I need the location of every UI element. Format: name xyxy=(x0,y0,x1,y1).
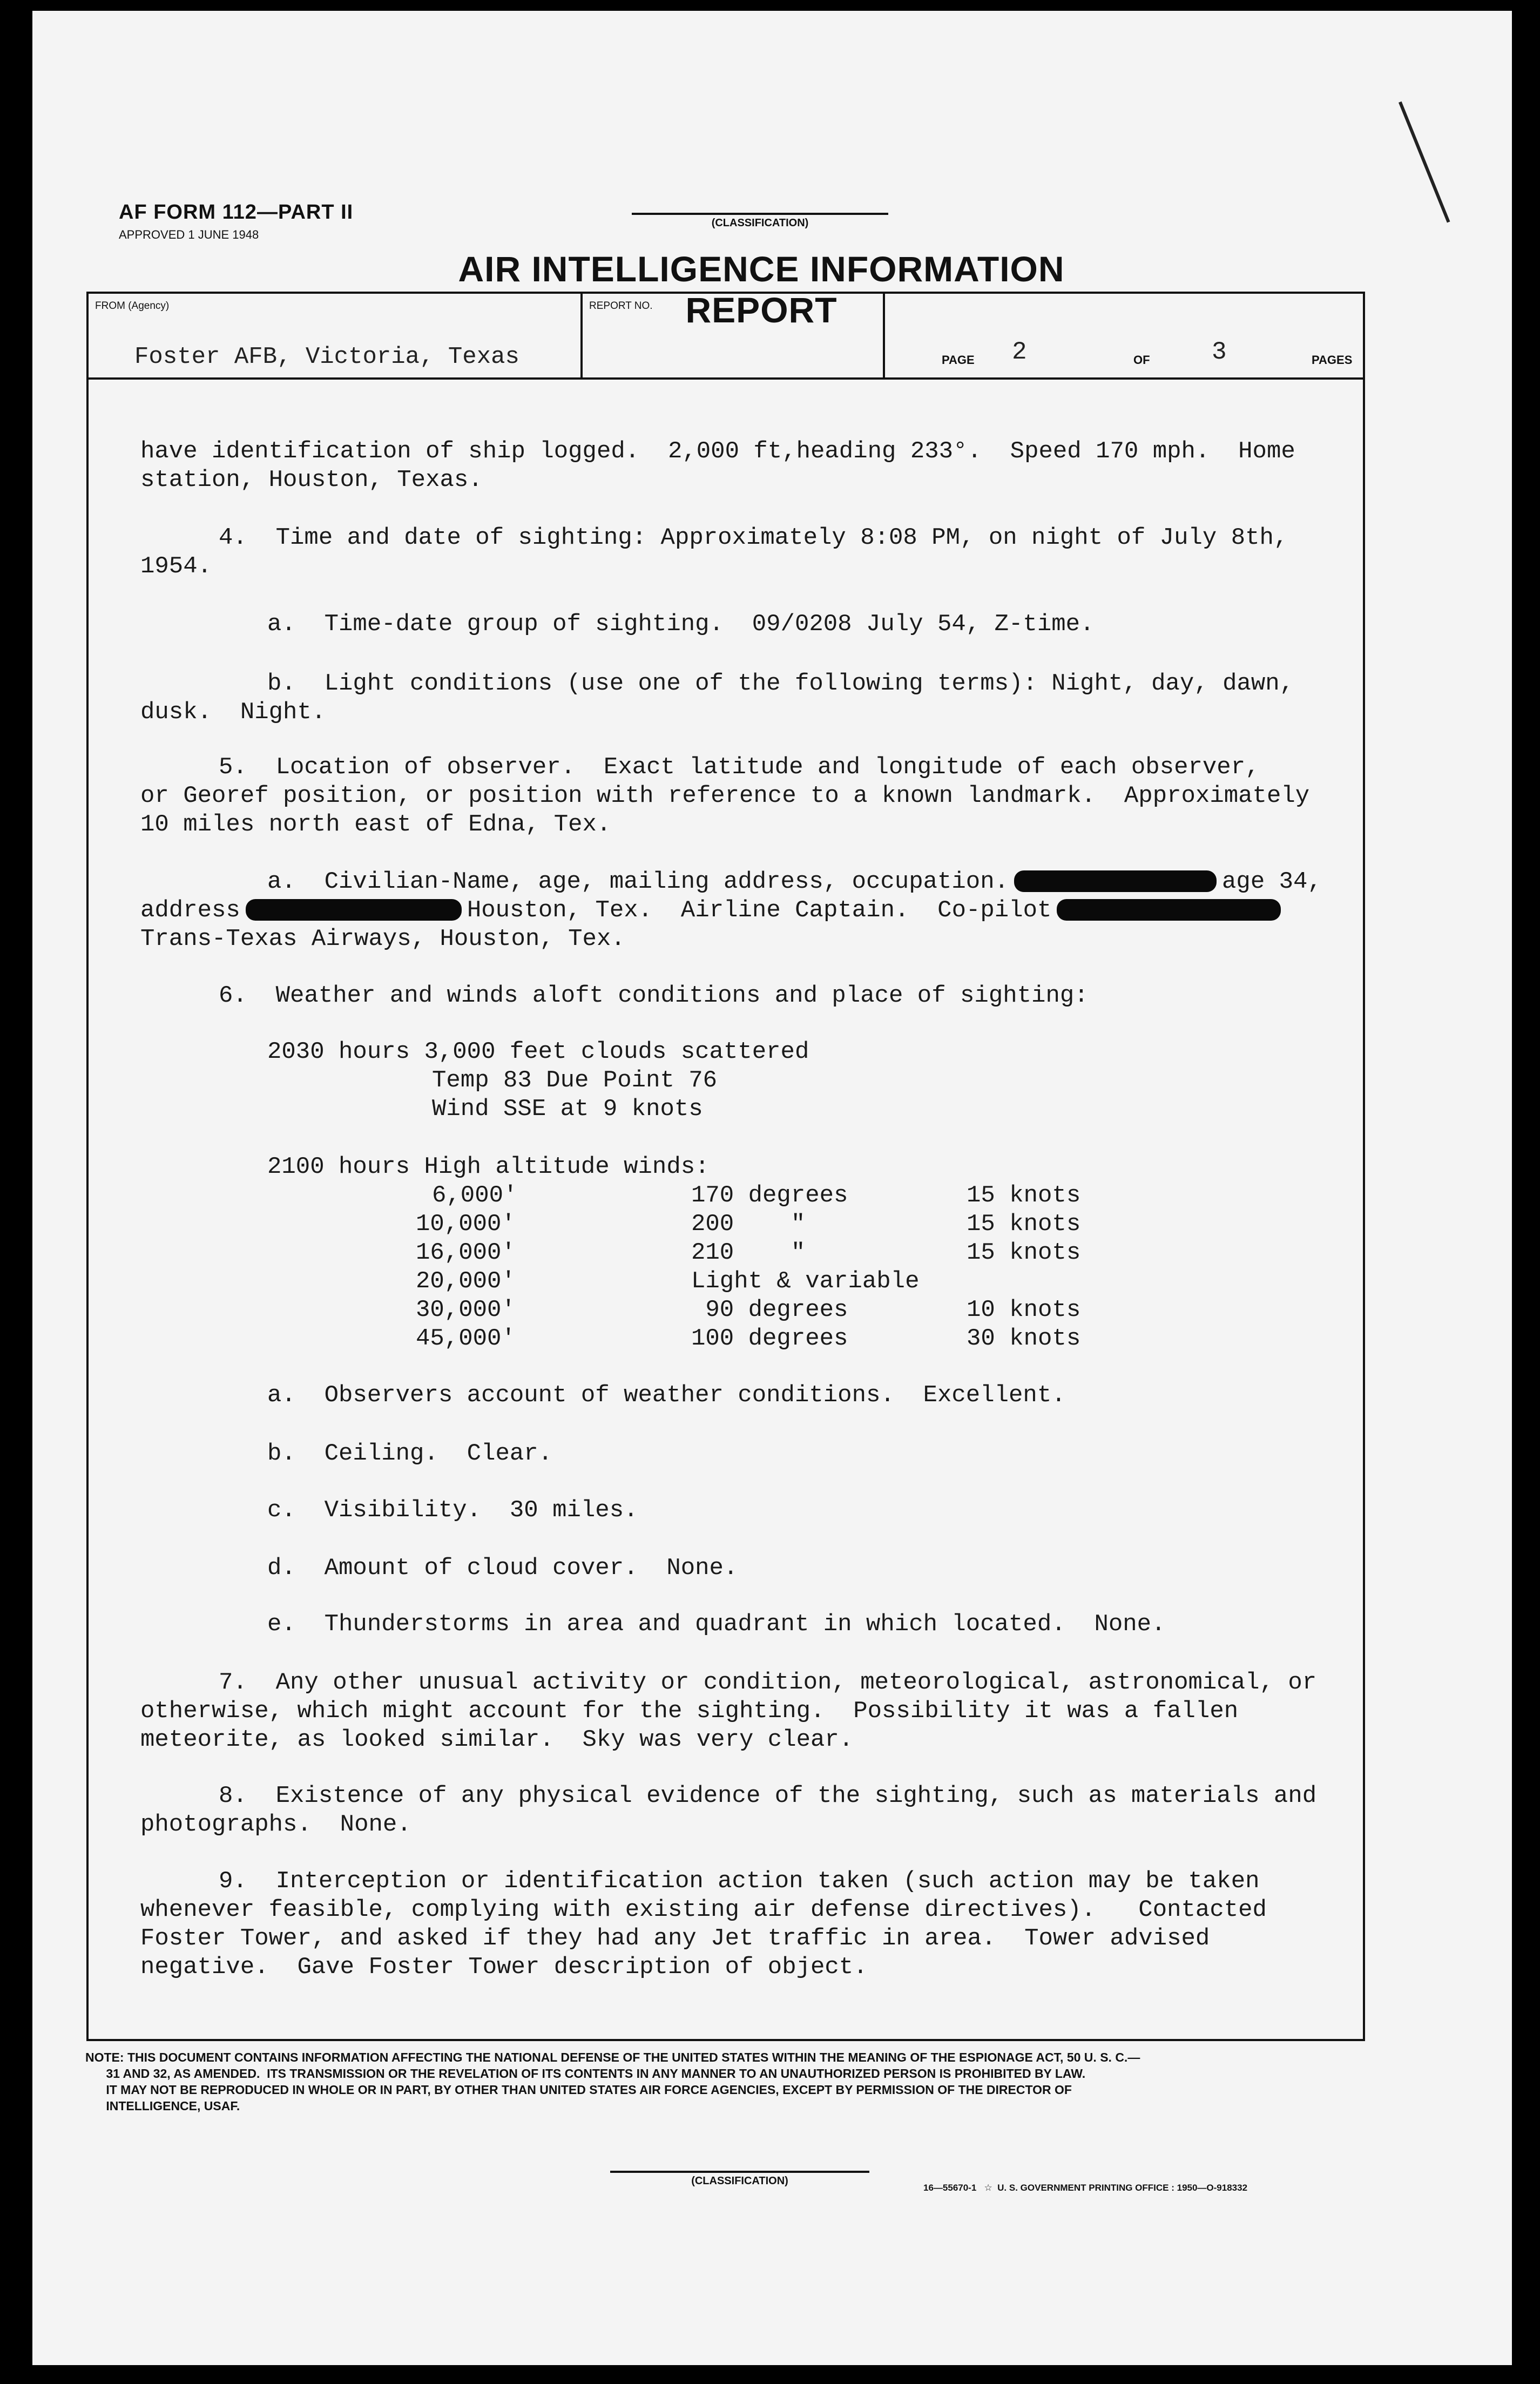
page-label: PAGE xyxy=(942,353,975,367)
p4-line2: 1954. xyxy=(140,553,212,580)
p6b-line: b. Ceiling. Clear. xyxy=(267,1440,553,1467)
p9-line1: 9. Interception or identification action taken (such action may be taken xyxy=(219,1868,1260,1895)
redaction-address xyxy=(246,899,462,921)
p7-line2: otherwise, which might account for the sighting. Possibility it was a fallen xyxy=(140,1698,1239,1725)
p8-line2: photographs. None. xyxy=(140,1811,411,1838)
from-label: FROM (Agency) xyxy=(95,300,170,312)
classification-line-bottom xyxy=(610,2171,869,2173)
p4b-line2: dusk. Night. xyxy=(140,699,326,726)
p7-line1: 7. Any other unusual activity or condition, meteorological, astronomical, or xyxy=(219,1669,1317,1696)
wind-speed: 15 knots xyxy=(967,1239,1081,1266)
p5a-line3: Trans-Texas Airways, Houston, Tex. xyxy=(140,926,625,953)
security-note-line2: 31 AND 32, AS AMENDED. ITS TRANSMISSION OR THE REVELATION OF ITS CONTENTS IN ANY MANNER TO AN UNAUTHORIZED PERSON IS PROHIBITED BY LAW. xyxy=(85,2066,1086,2081)
wind-altitude: 45,000' xyxy=(416,1325,516,1352)
form-approved-date: APPROVED 1 JUNE 1948 xyxy=(119,228,259,241)
p7-line3: meteorite, as looked similar. Sky was very clear. xyxy=(140,1726,854,1753)
p9-line2: whenever feasible, complying with existing air defense directives). Contacted xyxy=(140,1896,1267,1923)
p6e-line: e. Thunderstorms in area and quadrant in which located. None. xyxy=(267,1611,1166,1638)
p5a-line1 xyxy=(140,868,1322,896)
wind-speed: 15 knots xyxy=(967,1211,1081,1238)
printing-office-imprint: 16—55670-1 ☆ U. S. GOVERNMENT PRINTING OFFICE : 1950—O-918332 xyxy=(923,2183,1248,2193)
p4a-line: a. Time-date group of sighting. 09/0208 July 54, Z-time. xyxy=(267,611,1095,638)
p1-line2: station, Houston, Texas. xyxy=(140,467,483,494)
wind-direction: 210 " xyxy=(691,1239,806,1266)
winds-header: 2100 hours High altitude winds: xyxy=(267,1153,710,1180)
p9-line3: Foster Tower, and asked if they had any Jet traffic in area. Tower advised xyxy=(140,1925,1210,1952)
report-no-cell xyxy=(583,294,885,377)
wind-speed: 15 knots xyxy=(967,1182,1081,1209)
p5a-line2-text-a: address xyxy=(140,897,240,924)
p9-line4: negative. Gave Foster Tower description of object. xyxy=(140,1954,868,1981)
wind-altitude: 30,000' xyxy=(416,1296,516,1323)
paper-fold-mark xyxy=(1399,102,1450,223)
security-note xyxy=(85,2049,1397,2114)
p5a-line2-text-b: Houston, Tex. Airline Captain. Co-pilot xyxy=(467,897,1052,924)
classification-line-top xyxy=(632,213,888,215)
from-cell xyxy=(89,294,583,377)
p4-line1: 4. Time and date of sighting: Approximately 8:08 PM, on night of July 8th, xyxy=(219,524,1288,551)
page-number: 2 xyxy=(1012,338,1027,366)
p6-line: 6. Weather and winds aloft conditions and place of sighting: xyxy=(219,982,1089,1009)
p5a-line1-age: age 34, xyxy=(1222,868,1322,895)
p6c-line: c. Visibility. 30 miles. xyxy=(267,1497,638,1524)
wind-direction: Light & variable xyxy=(691,1268,920,1295)
p5-line1: 5. Location of observer. Exact latitude and longitude of each observer, xyxy=(219,754,1260,781)
wind-altitude: 10,000' xyxy=(416,1211,516,1238)
weather-line2: Temp 83 Due Point 76 xyxy=(432,1067,718,1094)
p5a-line1-text: a. Civilian-Name, age, mailing address, occupation. xyxy=(267,868,1009,895)
p6a-line: a. Observers account of weather conditions. Excellent. xyxy=(267,1382,1066,1409)
security-note-line4: INTELLIGENCE, USAF. xyxy=(85,2099,240,2113)
wind-direction: 90 degrees xyxy=(691,1296,848,1323)
wind-speed: 30 knots xyxy=(967,1325,1081,1352)
wind-direction: 200 " xyxy=(691,1211,806,1238)
wind-direction: 100 degrees xyxy=(691,1325,848,1352)
security-note-line1: NOTE: THIS DOCUMENT CONTAINS INFORMATION AFFECTING THE NATIONAL DEFENSE OF THE UNITED STATES WITHIN THE MEANING OF THE ESPIONAGE ACT, 50 U. S. C.— xyxy=(85,2050,1140,2064)
redaction-name-1 xyxy=(1014,870,1217,892)
pages-label: PAGES xyxy=(1312,353,1353,367)
of-label: OF xyxy=(1133,353,1150,367)
redaction-name-2 xyxy=(1057,899,1281,921)
wind-altitude: 16,000' xyxy=(416,1239,516,1266)
p5-line2: or Georef position, or position with reference to a known landmark. Approximately xyxy=(140,782,1310,809)
wind-altitude: 6,000' xyxy=(432,1182,518,1209)
report-no-label: REPORT NO. xyxy=(589,300,653,312)
p5-line3: 10 miles north east of Edna, Tex. xyxy=(140,811,611,838)
classification-top: (CLASSIFICATION) xyxy=(711,217,809,229)
wind-direction: 170 degrees xyxy=(691,1182,848,1209)
p6d-line: d. Amount of cloud cover. None. xyxy=(267,1555,738,1582)
wind-speed: 10 knots xyxy=(967,1296,1081,1323)
p5a-line2 xyxy=(140,896,1286,925)
wind-altitude: 20,000' xyxy=(416,1268,516,1295)
weather-line1: 2030 hours 3,000 feet clouds scattered xyxy=(267,1038,809,1065)
page-cell xyxy=(885,294,1363,377)
security-note-line3: IT MAY NOT BE REPRODUCED IN WHOLE OR IN PART, BY OTHER THAN UNITED STATES AIR FORCE AGENCIES, EXCEPT BY PERMISSION OF THE DIRECTOR OF xyxy=(85,2083,1072,2097)
total-pages: 3 xyxy=(1212,338,1227,366)
classification-bottom: (CLASSIFICATION) xyxy=(691,2175,788,2187)
p8-line1: 8. Existence of any physical evidence of the sighting, such as materials and xyxy=(219,1782,1317,1809)
report-title: AIR INTELLIGENCE INFORMATION REPORT xyxy=(458,249,1065,330)
p4b-line1: b. Light conditions (use one of the following terms): Night, day, dawn, xyxy=(267,670,1294,697)
from-value: Foster AFB, Victoria, Texas xyxy=(134,343,519,370)
p1-line1: have identification of ship logged. 2,000 ft,heading 233°. Speed 170 mph. Home xyxy=(140,438,1295,465)
report-header-row xyxy=(89,294,1363,380)
weather-line3: Wind SSE at 9 knots xyxy=(432,1096,703,1123)
form-id: AF FORM 112—PART II xyxy=(119,201,354,224)
